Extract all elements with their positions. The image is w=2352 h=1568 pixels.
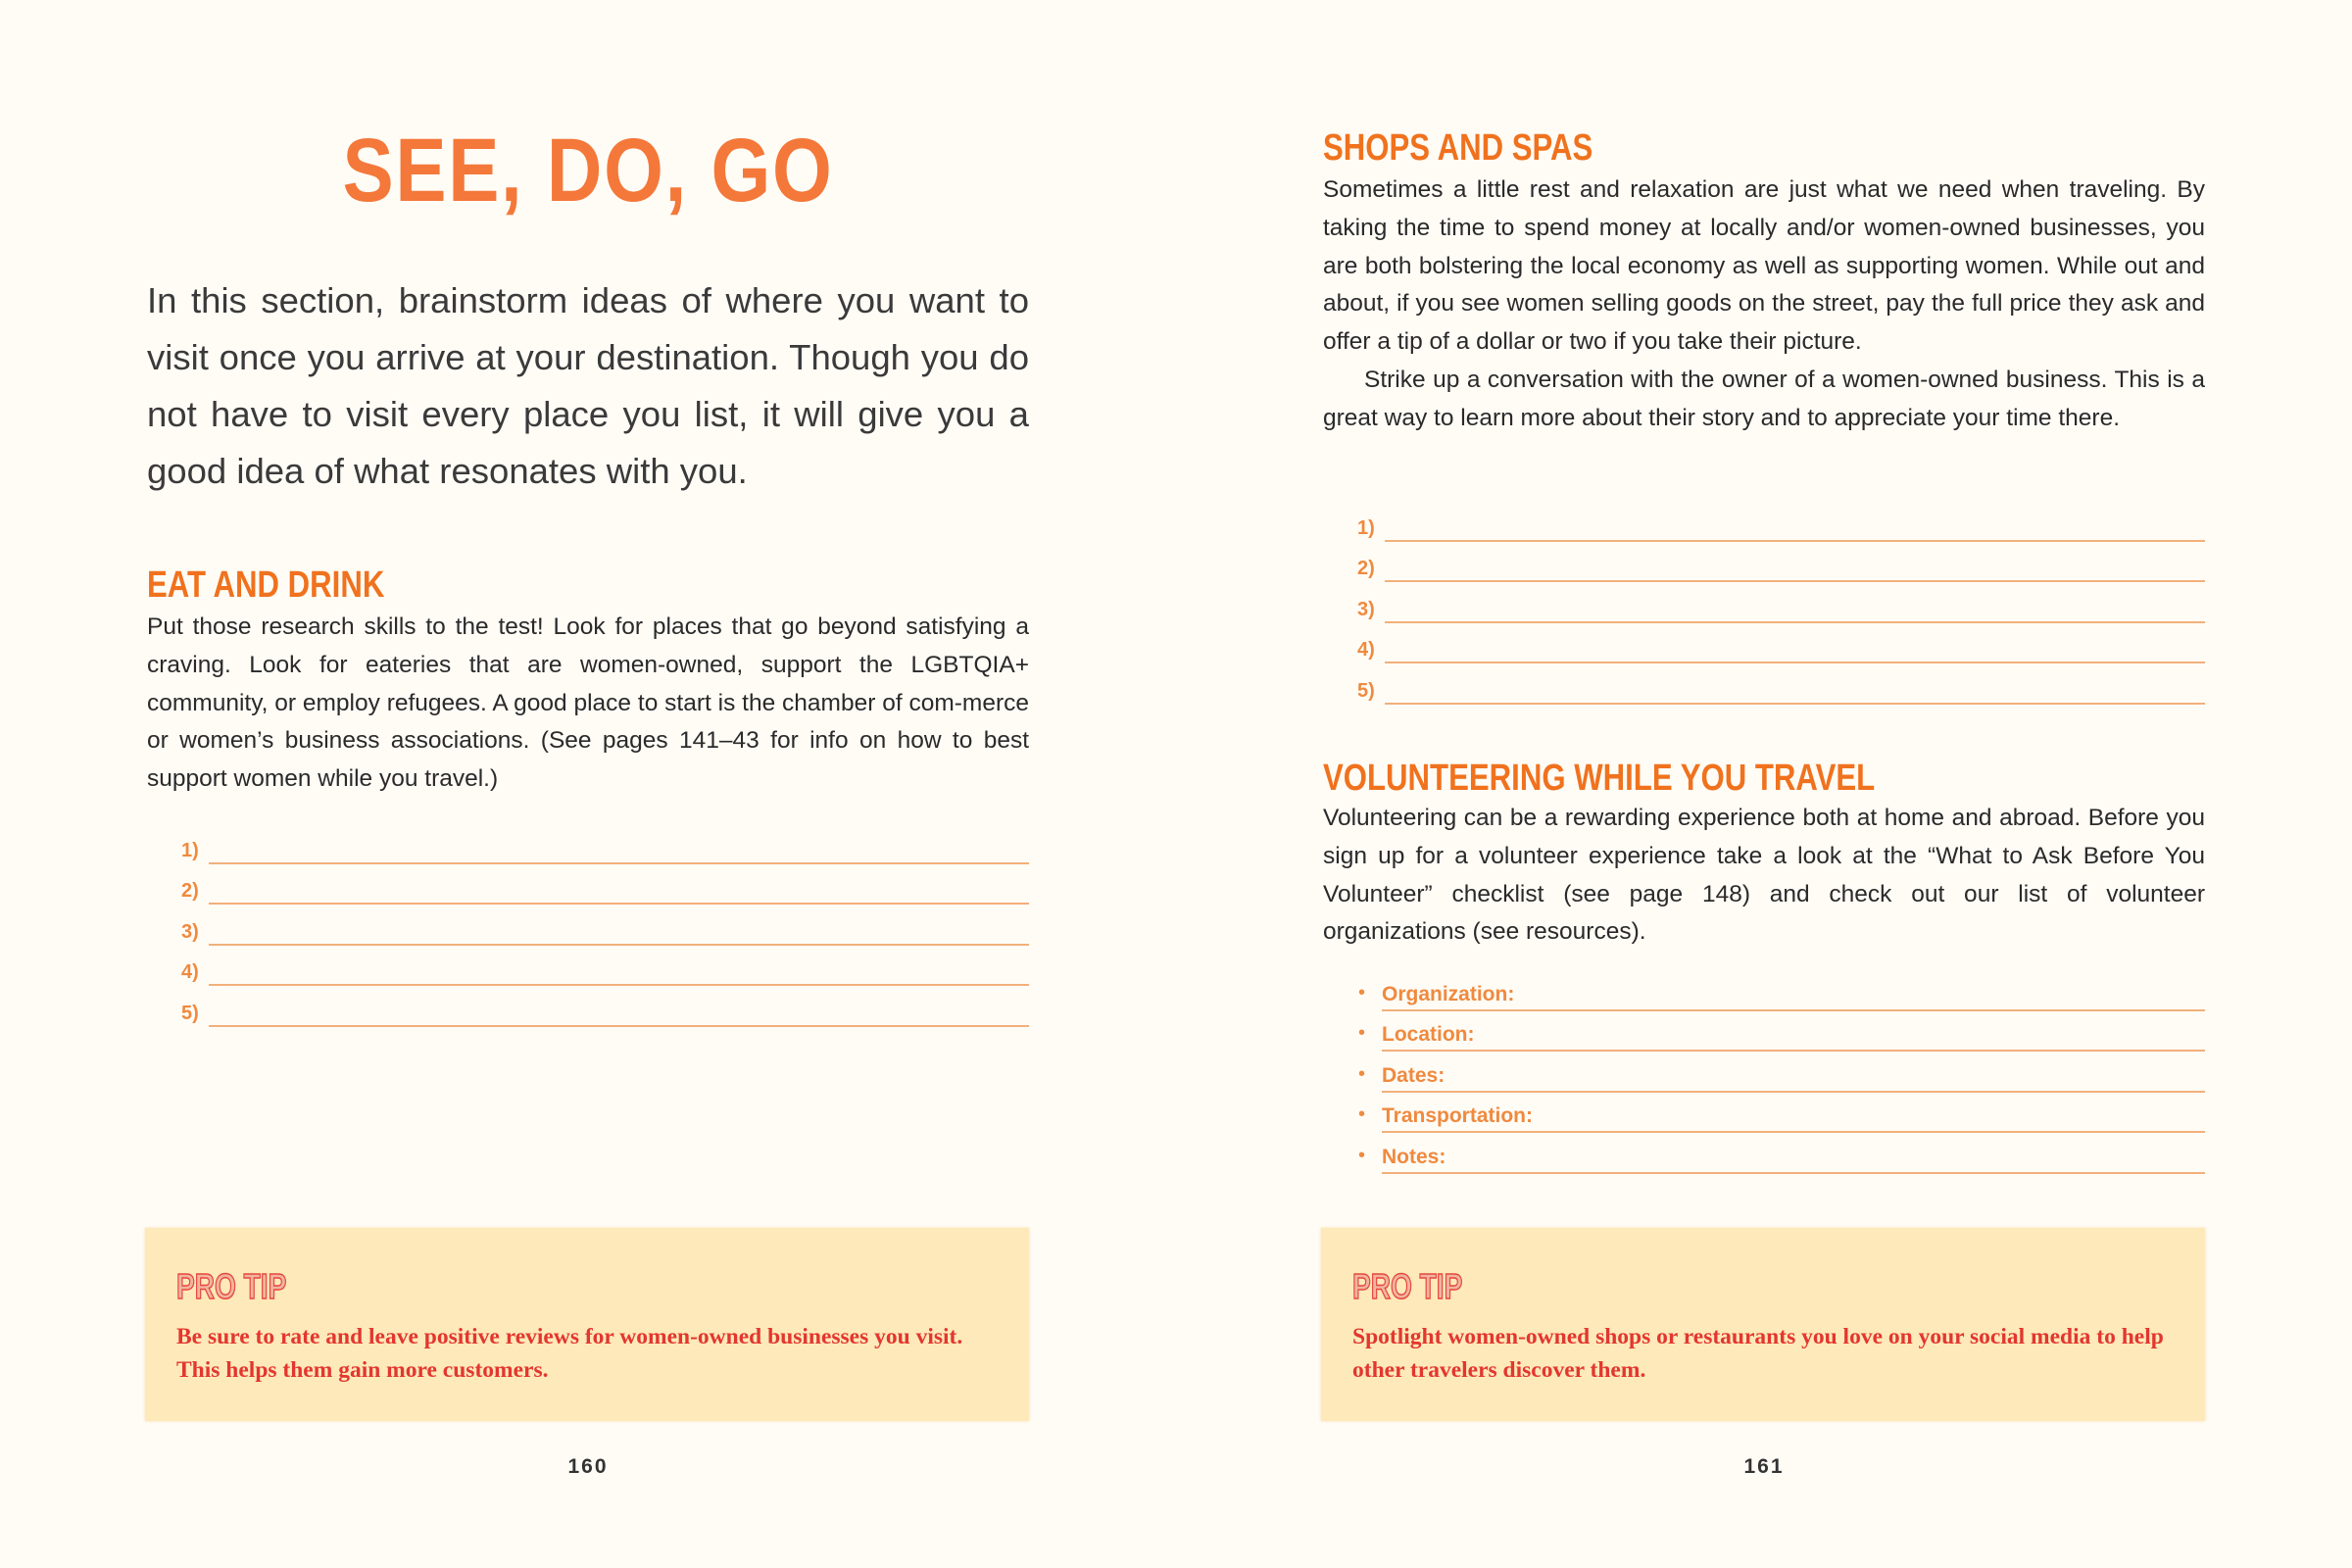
field-label: Notes:: [1382, 1145, 1446, 1168]
page-title: SEE, DO, GO: [342, 121, 834, 220]
eat-and-drink-body: [147, 609, 1029, 799]
right-page: [1176, 0, 2352, 1568]
list-item[interactable]: [181, 829, 1029, 870]
write-in-line[interactable]: [1382, 1009, 2205, 1011]
list-number: 4): [181, 961, 199, 984]
field-label: Dates:: [1382, 1063, 1446, 1087]
list-number: 3): [1357, 598, 1375, 620]
write-in-line[interactable]: [209, 944, 1029, 946]
bullet-icon: •: [1358, 1144, 1366, 1166]
list-item[interactable]: [1357, 548, 2205, 589]
eat-and-drink-list: [181, 829, 1029, 1033]
field-label: Organization:: [1382, 982, 1515, 1005]
list-number: 5): [181, 1002, 199, 1024]
intro-paragraph: In this section, brainstorm ideas of where you want to visit once you arrive at your destination. Though you do not have to visit every place you list, it will give you a good idea of what resonates with you.: [147, 280, 1029, 491]
bullet-icon: •: [1358, 1103, 1366, 1126]
shops-paragraph-1: Sometimes a little rest and relaxation are just what we need when traveling. By taking the time to spend money at locally and/or women-owned businesses, you are both bolstering the local economy as well as supporting women. While out and about, if you see women selling goods on the street, pay the full price they ask and offer a tip of a dollar or two if you take their picture.: [1323, 176, 2205, 356]
write-in-line[interactable]: [1385, 580, 2205, 582]
shops-and-spas-heading: SHOPS AND SPAS: [1323, 127, 1593, 169]
list-item[interactable]: [1357, 588, 2205, 629]
volunteering-body: [1323, 800, 2205, 952]
bullet-icon: •: [1358, 1062, 1366, 1085]
pro-tip-text: Be sure to rate and leave positive reviews for women-owned businesses you visit. This helps them gain more customers.: [176, 1324, 963, 1383]
field-label: Transportation:: [1382, 1104, 1534, 1128]
list-number: 4): [1357, 639, 1375, 662]
list-item[interactable]: [1357, 669, 2205, 710]
list-item[interactable]: [1357, 507, 2205, 548]
field-row-dates[interactable]: [1358, 1055, 2205, 1097]
page-number: 160: [567, 1455, 609, 1478]
list-item[interactable]: [181, 910, 1029, 952]
write-in-line[interactable]: [1382, 1091, 2205, 1093]
write-in-line[interactable]: [1385, 662, 2205, 663]
volunteering-text: Volunteering can be a rewarding experience both at home and abroad. Before you sign up for a volunteer experience take a look at the “What to Ask Before You Volunteer” checklist (see page 148) and check out our list of volunteer organizations (see resources).: [1323, 805, 2205, 946]
list-number: 1): [181, 839, 199, 861]
list-number: 5): [1357, 679, 1375, 702]
volunteer-fields: [1358, 974, 2205, 1178]
eat-and-drink-heading: EAT AND DRINK: [147, 564, 385, 606]
write-in-line[interactable]: [209, 984, 1029, 986]
write-in-line[interactable]: [209, 1025, 1029, 1027]
write-in-line[interactable]: [1382, 1131, 2205, 1133]
list-number: 2): [1357, 558, 1375, 580]
write-in-line[interactable]: [209, 862, 1029, 864]
shops-and-spas-list: [1357, 507, 2205, 710]
pro-tip-heading: PRO TIP: [176, 1266, 287, 1306]
list-item[interactable]: [181, 870, 1029, 911]
write-in-line[interactable]: [1382, 1172, 2205, 1174]
shops-and-spas-body: [1323, 172, 2205, 438]
page-number: 161: [1743, 1455, 1785, 1478]
bullet-icon: •: [1358, 981, 1366, 1004]
write-in-line[interactable]: [1385, 540, 2205, 542]
pro-tip-heading: PRO TIP: [1352, 1266, 1463, 1306]
list-number: 3): [181, 920, 199, 943]
list-item[interactable]: [1357, 629, 2205, 670]
list-item[interactable]: [181, 992, 1029, 1033]
list-item[interactable]: [181, 952, 1029, 993]
field-row-location[interactable]: [1358, 1015, 2205, 1056]
write-in-line[interactable]: [209, 903, 1029, 905]
eat-and-drink-text: Put those research skills to the test! Look for places that go beyond satisfying a craving. Look for eateries that are women-owned, support the LGBTQIA+ community, or employ refugees. A good place to start is the chamber of com-merce or women’s business associations. (See pages 141–43 for info on how to best support women while you travel.): [147, 613, 1029, 793]
shops-paragraph-2: Strike up a conversation with the owner of a women-owned business. This is a great way to learn more about their story and to appreciate your time there.: [1323, 366, 2205, 431]
write-in-line[interactable]: [1382, 1050, 2205, 1052]
field-label: Location:: [1382, 1023, 1475, 1047]
list-number: 1): [1357, 516, 1375, 539]
write-in-line[interactable]: [1385, 621, 2205, 623]
bullet-icon: •: [1358, 1022, 1366, 1045]
pro-tip-box: [145, 1228, 1029, 1421]
volunteering-heading: VOLUNTEERING WHILE YOU TRAVEL: [1323, 758, 1876, 799]
pro-tip-box: [1321, 1228, 2205, 1421]
field-row-organization[interactable]: [1358, 974, 2205, 1015]
field-row-transportation[interactable]: [1358, 1097, 2205, 1138]
write-in-line[interactable]: [1385, 703, 2205, 705]
pro-tip-text: Spotlight women-owned shops or restaurants you love on your social media to help other travelers discover them.: [1352, 1324, 2164, 1383]
list-number: 2): [181, 880, 199, 903]
field-row-notes[interactable]: [1358, 1137, 2205, 1178]
